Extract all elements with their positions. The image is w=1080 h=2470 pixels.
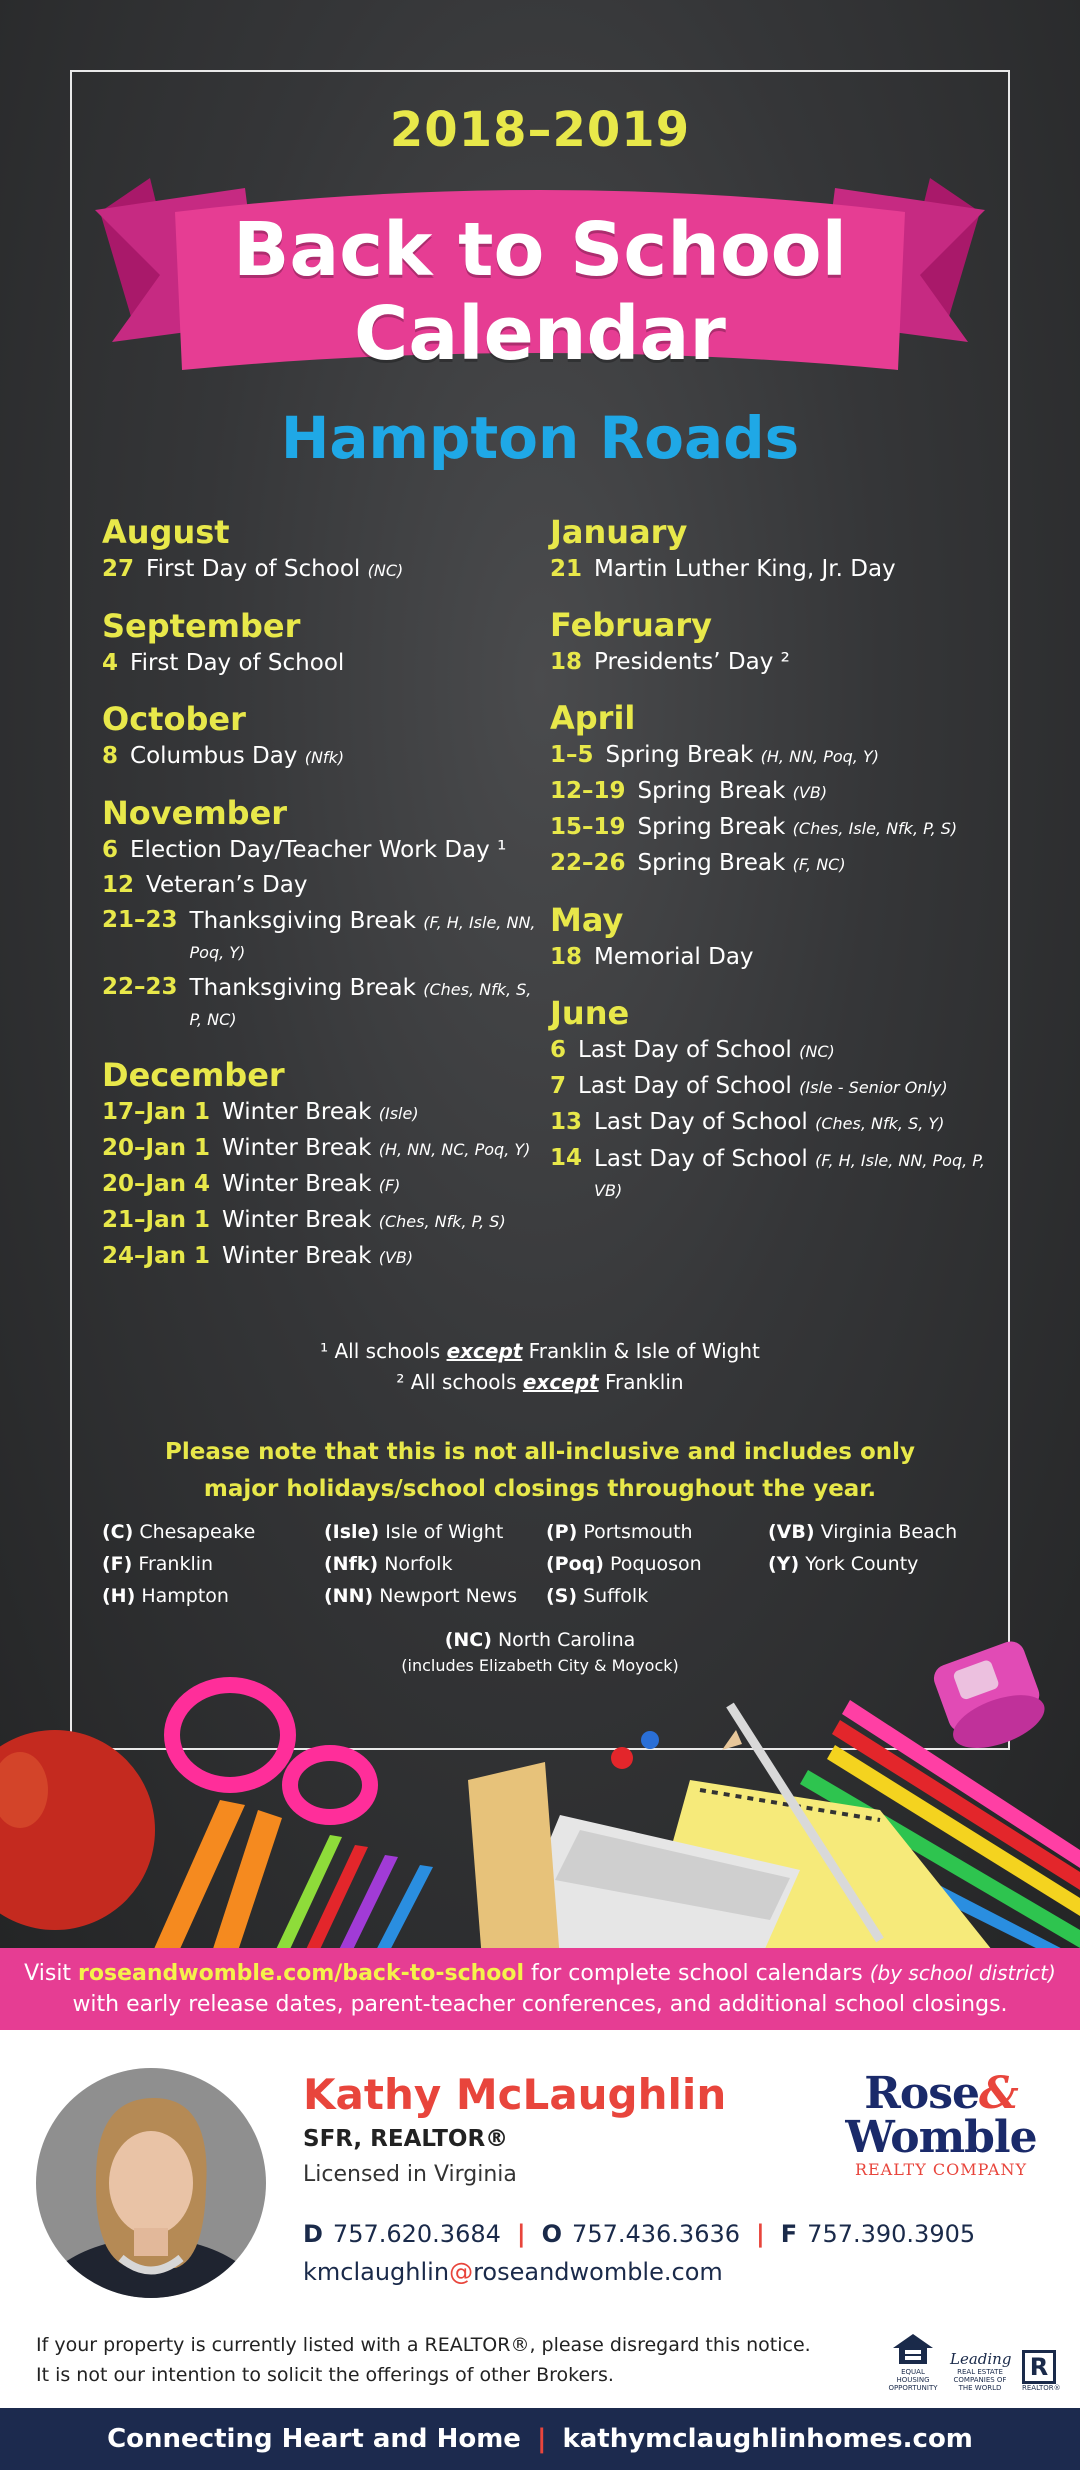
event-text: Last Day of School <box>578 1073 792 1099</box>
event-date: 20–Jan 1 <box>102 1135 210 1161</box>
event-date: 27 <box>102 556 135 582</box>
legend-item: (Nfk) Norfolk <box>324 1553 453 1575</box>
calendar-event <box>550 552 990 587</box>
event-text: Veteran’s Day <box>146 872 308 898</box>
footer-bar: Connecting Heart and Home | kathymclaughlinhomes.com <box>0 2408 1080 2470</box>
event-date: 18 <box>550 944 583 970</box>
event-note: (F, H, Isle, NN, Poq, P, VB) <box>594 1151 985 1200</box>
event-text: Spring Break <box>637 814 786 840</box>
event-text: First Day of School <box>146 556 361 582</box>
month-heading: April <box>550 699 636 737</box>
event-note: (Nfk) <box>304 748 345 767</box>
legend-item: (F) Franklin <box>102 1553 214 1575</box>
banner-title-line1: Back to School <box>232 207 848 293</box>
month-heading: June <box>550 994 630 1032</box>
school-year: 2018–2019 <box>389 102 691 158</box>
event-note: (F, H, Isle, NN, Poq, Y) <box>189 913 536 962</box>
event-text: Thanksgiving Break <box>189 908 416 934</box>
event-text: Thanksgiving Break <box>189 975 416 1001</box>
calendar-event <box>550 1105 990 1141</box>
event-date: 4 <box>102 650 119 676</box>
event-date: 21–23 <box>102 907 178 933</box>
calendar-event <box>102 903 542 970</box>
event-note: (VB) <box>378 1248 414 1267</box>
legend-item: (NN) Newport News <box>324 1585 517 1607</box>
event-date: 20–Jan 4 <box>102 1171 210 1197</box>
event-date: 8 <box>102 743 119 769</box>
event-date: 24–Jan 1 <box>102 1243 210 1269</box>
event-text: Winter Break <box>221 1171 372 1197</box>
disclaimer-note: Please note that this is not all-inclusive and includes only major holidays/school closings throughout the year. <box>164 1439 915 1502</box>
legend-item: (Poq) Poquoson <box>546 1553 702 1575</box>
event-date: 18 <box>550 649 583 675</box>
event-text: Last Day of School <box>578 1037 792 1063</box>
event-text: Winter Break <box>221 1243 372 1269</box>
compliance-badges <box>888 2332 1061 2392</box>
month-heading: December <box>102 1056 285 1094</box>
footnote-2: ² All schools except Franklin <box>396 1370 684 1394</box>
calendar-event <box>102 1131 542 1167</box>
event-date: 7 <box>550 1073 567 1099</box>
event-note: (NC) <box>367 561 404 580</box>
event-text: Spring Break <box>605 742 754 768</box>
event-note: (VB) <box>792 783 828 802</box>
event-text: Winter Break <box>221 1135 372 1161</box>
calendar-event <box>550 1033 990 1069</box>
event-note: (NC) <box>799 1042 835 1061</box>
event-date: 22–26 <box>550 850 626 876</box>
agent-section <box>0 2030 1080 2408</box>
month-heading: January <box>550 513 688 551</box>
phone-numbers: D 757.620.3684 | O 757.436.3636 | F 757.390.3905 <box>303 2220 976 2248</box>
calendar-event <box>550 645 990 680</box>
agent-title: SFR, REALTOR® <box>303 2126 509 2152</box>
calendar-event <box>102 739 542 775</box>
legend-item: (Isle) Isle of Wight <box>324 1521 504 1543</box>
event-date: 22–23 <box>102 974 178 1000</box>
event-text: Last Day of School <box>594 1146 808 1172</box>
event-text: Winter Break <box>221 1207 372 1233</box>
school-supplies-illustration <box>0 1640 1080 1960</box>
leading-re-icon: Leading REAL ESTATE COMPANIES OF THE WORLD <box>950 2350 1012 2392</box>
event-date: 13 <box>550 1109 583 1135</box>
rose-womble-logo: Rose& Womble REALTY COMPANY <box>845 2068 1037 2179</box>
month-heading: February <box>550 606 712 644</box>
event-date: 12 <box>102 872 135 898</box>
agent-license: Licensed in Virginia <box>303 2162 517 2187</box>
back-to-school-link[interactable]: roseandwomble.com/back-to-school <box>78 1961 525 1986</box>
pushpin-icon <box>611 1747 633 1769</box>
district-legend <box>102 1518 1002 1610</box>
month-heading: September <box>102 607 301 645</box>
apple-icon <box>0 1730 155 1930</box>
legend-item: (VB) Virginia Beach <box>768 1521 958 1543</box>
legend-item: (H) Hampton <box>102 1585 229 1607</box>
event-note: (Ches, Isle, Nfk, P, S) <box>792 819 958 838</box>
ruler-icon <box>468 1762 560 1960</box>
event-note: (Isle) <box>378 1104 419 1123</box>
legend-item: (P) Portsmouth <box>546 1521 693 1543</box>
event-note: (F) <box>378 1176 401 1195</box>
agent-name: Kathy McLaughlin <box>303 2070 727 2119</box>
event-note: (F, NC) <box>792 855 846 874</box>
phone-fax[interactable]: 757.390.3905 <box>807 2220 976 2248</box>
legend-item: (S) Suffolk <box>546 1585 649 1607</box>
calendar-event <box>102 1167 542 1203</box>
calendar-event <box>102 1239 542 1275</box>
event-note: (Ches, Nfk, S, Y) <box>815 1114 945 1133</box>
event-text: Presidents’ Day ² <box>594 649 790 675</box>
calendar-event <box>550 940 990 975</box>
event-note: (Isle - Senior Only) <box>799 1078 948 1097</box>
calendar-event <box>102 868 542 903</box>
event-text: Spring Break <box>637 850 786 876</box>
event-text: Memorial Day <box>594 944 754 970</box>
legend-item: (C) Chesapeake <box>102 1521 256 1543</box>
event-text: Martin Luther King, Jr. Day <box>594 556 896 582</box>
calendar-event <box>550 774 990 810</box>
website-callout: Visit roseandwomble.com/back-to-school for complete school calendars (by school district) with early release dates, parent-teacher conferences, and additional school closings. <box>0 1948 1080 2030</box>
solicitation-disclaimer: If your property is currently listed with a REALTOR®, please disregard this notice. It is not our intention to solicit the offerings of other Brokers. <box>36 2334 811 2386</box>
calendar-event <box>550 1069 990 1105</box>
calendar-column-right <box>550 512 990 1208</box>
markers-icon <box>272 1835 433 1960</box>
calendar-column-left <box>102 512 542 1275</box>
event-date: 17–Jan 1 <box>102 1099 210 1125</box>
event-date: 12–19 <box>550 778 626 804</box>
month-heading: May <box>550 901 624 939</box>
event-text: Election Day/Teacher Work Day ¹ <box>130 837 507 863</box>
event-date: 14 <box>550 1145 583 1171</box>
phone-direct[interactable]: 757.620.3684 <box>332 2220 501 2248</box>
footer-slogan: Connecting Heart and Home <box>107 2424 521 2454</box>
event-text: First Day of School <box>130 650 345 676</box>
sharpener-icon <box>929 1640 1051 1759</box>
calendar-event <box>550 810 990 846</box>
calendar-event <box>102 1203 542 1239</box>
event-text: Winter Break <box>221 1099 372 1125</box>
event-text: Spring Break <box>637 778 786 804</box>
agent-email[interactable]: kmclaughlin@roseandwomble.com <box>303 2258 723 2286</box>
equal-housing-icon: EQUAL HOUSING OPPORTUNITY <box>888 2332 938 2392</box>
event-note: (Ches, Nfk, P, S) <box>378 1212 506 1231</box>
calendar-event <box>550 738 990 774</box>
footnotes <box>0 1336 1080 1398</box>
calendar-event <box>102 970 542 1037</box>
calendar-event <box>102 552 542 588</box>
event-note: (H, NN, NC, Poq, Y) <box>378 1140 531 1159</box>
month-heading: August <box>102 513 230 551</box>
calendar-event <box>102 833 542 868</box>
footnote-1: ¹ All schools except Franklin & Isle of Wight <box>320 1339 760 1363</box>
footer-website-link[interactable]: kathymclaughlinhomes.com <box>562 2424 973 2454</box>
region-title: Hampton Roads <box>280 404 800 472</box>
calendar-event <box>102 646 542 681</box>
emphasis-except: except <box>522 1370 599 1394</box>
event-note: (Ches, Nfk, S, P, NC) <box>189 980 532 1029</box>
calendar-event <box>550 1141 990 1208</box>
legend-nc: (NC) North Carolina (includes Elizabeth City & Moyock) <box>401 1629 679 1675</box>
pushpin-icon <box>641 1731 659 1749</box>
agent-avatar <box>36 2068 266 2298</box>
event-text: Last Day of School <box>594 1109 808 1135</box>
event-date: 21 <box>550 556 583 582</box>
event-note: (H, NN, Poq, Y) <box>760 747 879 766</box>
event-text: Columbus Day <box>130 743 298 769</box>
event-date: 15–19 <box>550 814 626 840</box>
calendar-event <box>550 846 990 882</box>
scissors-icon <box>150 1685 370 1960</box>
legend-item: (Y) York County <box>768 1553 919 1575</box>
event-date: 6 <box>102 837 119 863</box>
event-date: 21–Jan 1 <box>102 1207 210 1233</box>
emphasis-except: except <box>446 1339 523 1363</box>
month-heading: November <box>102 794 288 832</box>
realtor-icon: R REALTOR® <box>1022 2350 1061 2392</box>
month-heading: October <box>102 700 246 738</box>
calendar-event <box>102 1095 542 1131</box>
banner-title-line2: Calendar <box>354 291 726 377</box>
event-date: 1–5 <box>550 742 594 768</box>
phone-office[interactable]: 757.436.3636 <box>572 2220 740 2248</box>
event-date: 6 <box>550 1037 567 1063</box>
